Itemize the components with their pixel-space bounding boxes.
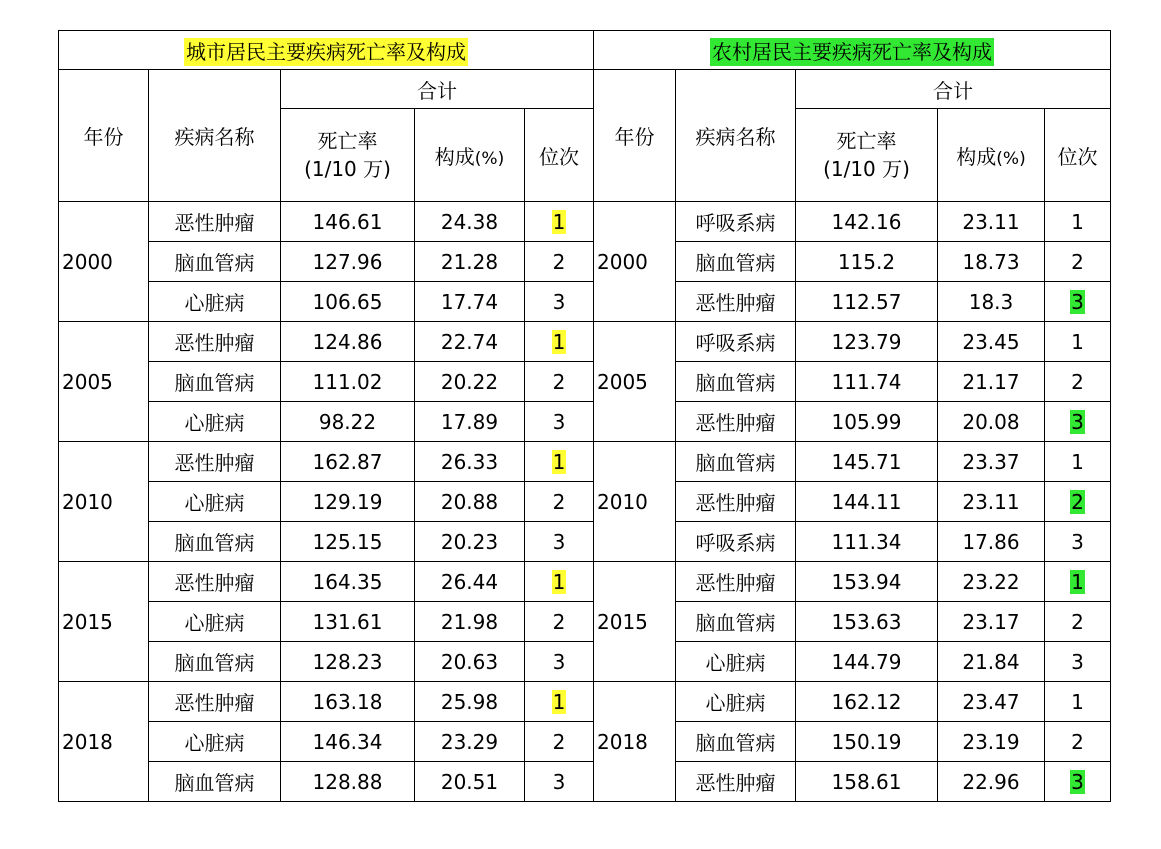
rural-share-cell: 23.19 xyxy=(938,722,1045,762)
urban-rate-cell: 163.18 xyxy=(281,682,415,722)
urban-disease-cell: 心脏病 xyxy=(149,282,281,322)
rural-rank-cell xyxy=(1045,482,1111,522)
urban-rate-cell: 129.19 xyxy=(281,482,415,522)
rural-disease-cell: 呼吸系病 xyxy=(676,322,796,362)
urban-rate-cell: 125.15 xyxy=(281,522,415,562)
urban-rank-cell: 2 xyxy=(525,722,594,762)
rural-rate-cell: 153.94 xyxy=(796,562,938,602)
rural-rate-header-line2: (1/10 万) xyxy=(823,157,910,181)
rural-rank-cell: 2 xyxy=(1045,722,1111,762)
rural-rank-cell: 1 xyxy=(1045,202,1111,242)
rural-rank-cell: 2 xyxy=(1045,362,1111,402)
rural-share-header xyxy=(938,109,1045,202)
table-row xyxy=(59,402,1111,442)
urban-disease-cell: 恶性肿瘤 xyxy=(149,562,281,602)
urban-share-cell: 20.88 xyxy=(415,482,525,522)
rural-disease-cell: 呼吸系病 xyxy=(676,202,796,242)
urban-rate-cell: 106.65 xyxy=(281,282,415,322)
table-row xyxy=(59,562,1111,602)
urban-rate-cell: 127.96 xyxy=(281,242,415,282)
urban-rate-cell: 98.22 xyxy=(281,402,415,442)
urban-share-label: 构成 xyxy=(434,144,475,169)
rural-rank-cell xyxy=(1045,762,1111,802)
rural-year-cell: 2010 xyxy=(594,442,676,562)
urban-rank-cell: 2 xyxy=(525,482,594,522)
urban-share-unit: (%) xyxy=(474,148,505,169)
urban-rank-cell: 3 xyxy=(525,282,594,322)
urban-share-cell: 25.98 xyxy=(415,682,525,722)
rural-rate-cell: 115.2 xyxy=(796,242,938,282)
table-row xyxy=(59,482,1111,522)
urban-rank-cell-highlight: 1 xyxy=(552,329,566,354)
rural-rate-cell: 158.61 xyxy=(796,762,938,802)
urban-disease-cell: 恶性肿瘤 xyxy=(149,322,281,362)
rural-rank-cell: 3 xyxy=(1045,642,1111,682)
rural-rank-cell-highlight: 3 xyxy=(1071,769,1084,794)
rural-share-cell: 23.17 xyxy=(938,602,1045,642)
urban-disease-cell: 恶性肿瘤 xyxy=(149,202,281,242)
urban-disease-cell: 心脏病 xyxy=(149,602,281,642)
urban-rate-cell: 162.87 xyxy=(281,442,415,482)
rural-disease-cell: 恶性肿瘤 xyxy=(676,402,796,442)
rural-share-cell: 17.86 xyxy=(938,522,1045,562)
rural-rate-cell: 111.34 xyxy=(796,522,938,562)
rural-rank-cell: 2 xyxy=(1045,602,1111,642)
rural-share-cell: 21.17 xyxy=(938,362,1045,402)
urban-rank-cell: 2 xyxy=(525,602,594,642)
rural-rate-header xyxy=(796,109,938,202)
urban-disease-cell: 心脏病 xyxy=(149,722,281,762)
rural-disease-header: 疾病名称 xyxy=(676,70,796,202)
rural-rate-cell: 105.99 xyxy=(796,402,938,442)
urban-rate-header xyxy=(281,109,415,202)
urban-share-cell: 21.98 xyxy=(415,602,525,642)
rural-share-cell: 23.11 xyxy=(938,482,1045,522)
urban-rate-cell: 111.02 xyxy=(281,362,415,402)
urban-year-cell: 2000 xyxy=(59,202,149,322)
urban-share-cell: 24.38 xyxy=(415,202,525,242)
urban-rank-cell-highlight: 1 xyxy=(552,449,566,474)
rural-rank-header: 位次 xyxy=(1045,109,1111,202)
rural-share-cell: 23.45 xyxy=(938,322,1045,362)
urban-total-header: 合计 xyxy=(281,70,594,109)
urban-year-cell: 2018 xyxy=(59,682,149,802)
urban-share-cell: 17.74 xyxy=(415,282,525,322)
rural-rank-cell-highlight: 3 xyxy=(1071,289,1084,314)
urban-rank-cell: 3 xyxy=(525,642,594,682)
rural-year-cell: 2000 xyxy=(594,202,676,322)
rural-year-cell: 2015 xyxy=(594,562,676,682)
rural-share-cell: 23.22 xyxy=(938,562,1045,602)
rural-disease-cell: 脑血管病 xyxy=(676,362,796,402)
urban-year-cell: 2015 xyxy=(59,562,149,682)
table-row xyxy=(59,762,1111,802)
rural-table-title xyxy=(594,31,1111,70)
rural-rank-cell: 1 xyxy=(1045,322,1111,362)
rural-rate-cell: 162.12 xyxy=(796,682,938,722)
table-row xyxy=(59,722,1111,762)
urban-disease-cell: 脑血管病 xyxy=(149,522,281,562)
urban-year-header: 年份 xyxy=(59,70,149,202)
table-row xyxy=(59,442,1111,482)
rural-rank-cell xyxy=(1045,402,1111,442)
rural-disease-cell: 脑血管病 xyxy=(676,602,796,642)
urban-rank-cell: 3 xyxy=(525,522,594,562)
urban-share-header xyxy=(415,109,525,202)
rural-rank-cell xyxy=(1045,562,1111,602)
table-row xyxy=(59,282,1111,322)
urban-disease-cell: 脑血管病 xyxy=(149,362,281,402)
urban-rate-cell: 146.34 xyxy=(281,722,415,762)
rural-share-cell: 18.73 xyxy=(938,242,1045,282)
rural-share-cell: 23.47 xyxy=(938,682,1045,722)
urban-disease-cell: 脑血管病 xyxy=(149,762,281,802)
urban-disease-cell: 心脏病 xyxy=(149,402,281,442)
rural-share-label: 构成 xyxy=(956,144,997,169)
mortality-table xyxy=(58,30,1111,802)
table-row xyxy=(59,522,1111,562)
urban-rank-cell-highlight: 1 xyxy=(552,569,566,594)
rural-rate-cell: 145.71 xyxy=(796,442,938,482)
rural-year-cell: 2005 xyxy=(594,322,676,442)
rural-year-header: 年份 xyxy=(594,70,676,202)
rural-rate-cell: 144.79 xyxy=(796,642,938,682)
urban-rate-cell: 164.35 xyxy=(281,562,415,602)
rural-rate-cell: 111.74 xyxy=(796,362,938,402)
rural-rate-cell: 142.16 xyxy=(796,202,938,242)
rural-disease-cell: 恶性肿瘤 xyxy=(676,762,796,802)
table-row xyxy=(59,202,1111,242)
rural-rate-cell: 123.79 xyxy=(796,322,938,362)
urban-year-cell: 2005 xyxy=(59,322,149,442)
urban-disease-cell: 脑血管病 xyxy=(149,642,281,682)
urban-rate-cell: 128.88 xyxy=(281,762,415,802)
table-row xyxy=(59,362,1111,402)
rural-disease-cell: 心脏病 xyxy=(676,682,796,722)
rural-rank-cell: 1 xyxy=(1045,442,1111,482)
rural-share-cell: 23.37 xyxy=(938,442,1045,482)
urban-rate-header-line1: 死亡率 xyxy=(317,129,378,153)
rural-share-cell: 20.08 xyxy=(938,402,1045,442)
urban-disease-cell: 恶性肿瘤 xyxy=(149,442,281,482)
urban-share-cell: 26.33 xyxy=(415,442,525,482)
urban-disease-cell: 恶性肿瘤 xyxy=(149,682,281,722)
rural-disease-cell: 恶性肿瘤 xyxy=(676,562,796,602)
rural-title-text: 农村居民主要疾病死亡率及构成 xyxy=(712,39,992,64)
urban-share-cell: 23.29 xyxy=(415,722,525,762)
urban-share-cell: 20.63 xyxy=(415,642,525,682)
urban-rank-cell: 2 xyxy=(525,362,594,402)
urban-rank-cell: 2 xyxy=(525,242,594,282)
table-row xyxy=(59,602,1111,642)
rural-share-cell: 23.11 xyxy=(938,202,1045,242)
urban-rank-cell xyxy=(525,202,594,242)
urban-title-text: 城市居民主要疾病死亡率及构成 xyxy=(186,39,466,64)
urban-disease-cell: 心脏病 xyxy=(149,482,281,522)
urban-table-title xyxy=(59,31,594,70)
urban-rate-cell: 146.61 xyxy=(281,202,415,242)
table-row xyxy=(59,322,1111,362)
urban-share-cell: 20.22 xyxy=(415,362,525,402)
rural-disease-cell: 脑血管病 xyxy=(676,722,796,762)
urban-year-cell: 2010 xyxy=(59,442,149,562)
urban-rate-cell: 124.86 xyxy=(281,322,415,362)
rural-rank-cell: 2 xyxy=(1045,242,1111,282)
rural-rank-cell xyxy=(1045,282,1111,322)
rural-total-header: 合计 xyxy=(796,70,1111,109)
rural-share-cell: 18.3 xyxy=(938,282,1045,322)
urban-rank-cell xyxy=(525,322,594,362)
rural-rate-cell: 153.63 xyxy=(796,602,938,642)
urban-rank-cell: 3 xyxy=(525,762,594,802)
rural-disease-cell: 恶性肿瘤 xyxy=(676,482,796,522)
urban-rank-cell-highlight: 1 xyxy=(552,689,566,714)
rural-rate-cell: 150.19 xyxy=(796,722,938,762)
table-row xyxy=(59,642,1111,682)
urban-rank-cell xyxy=(525,442,594,482)
rural-disease-cell: 恶性肿瘤 xyxy=(676,282,796,322)
urban-share-cell: 20.23 xyxy=(415,522,525,562)
urban-share-cell: 26.44 xyxy=(415,562,525,602)
rural-disease-cell: 呼吸系病 xyxy=(676,522,796,562)
urban-share-cell: 20.51 xyxy=(415,762,525,802)
rural-share-cell: 22.96 xyxy=(938,762,1045,802)
rural-disease-cell: 脑血管病 xyxy=(676,242,796,282)
urban-disease-header: 疾病名称 xyxy=(149,70,281,202)
rural-share-unit: (%) xyxy=(996,148,1026,169)
rural-year-cell: 2018 xyxy=(594,682,676,802)
urban-rank-cell xyxy=(525,682,594,722)
rural-rank-cell-highlight: 2 xyxy=(1071,489,1084,514)
table-row xyxy=(59,242,1111,282)
urban-rank-cell-highlight: 1 xyxy=(552,209,566,234)
rural-disease-cell: 心脏病 xyxy=(676,642,796,682)
urban-share-cell: 17.89 xyxy=(415,402,525,442)
urban-rate-cell: 131.61 xyxy=(281,602,415,642)
urban-rank-cell: 3 xyxy=(525,402,594,442)
urban-rate-cell: 128.23 xyxy=(281,642,415,682)
rural-rank-cell-highlight: 3 xyxy=(1071,409,1084,434)
rural-rank-cell: 1 xyxy=(1045,682,1111,722)
urban-rate-header-line2: (1/10 万) xyxy=(304,157,391,181)
rural-rate-header-line1: 死亡率 xyxy=(836,129,897,153)
urban-disease-cell: 脑血管病 xyxy=(149,242,281,282)
rural-rate-cell: 144.11 xyxy=(796,482,938,522)
urban-rank-cell xyxy=(525,562,594,602)
urban-share-cell: 22.74 xyxy=(415,322,525,362)
rural-rank-cell: 3 xyxy=(1045,522,1111,562)
rural-rank-cell-highlight: 1 xyxy=(1071,569,1084,594)
rural-share-cell: 21.84 xyxy=(938,642,1045,682)
table-row xyxy=(59,682,1111,722)
rural-rate-cell: 112.57 xyxy=(796,282,938,322)
urban-rank-header: 位次 xyxy=(525,109,594,202)
urban-share-cell: 21.28 xyxy=(415,242,525,282)
rural-disease-cell: 脑血管病 xyxy=(676,442,796,482)
